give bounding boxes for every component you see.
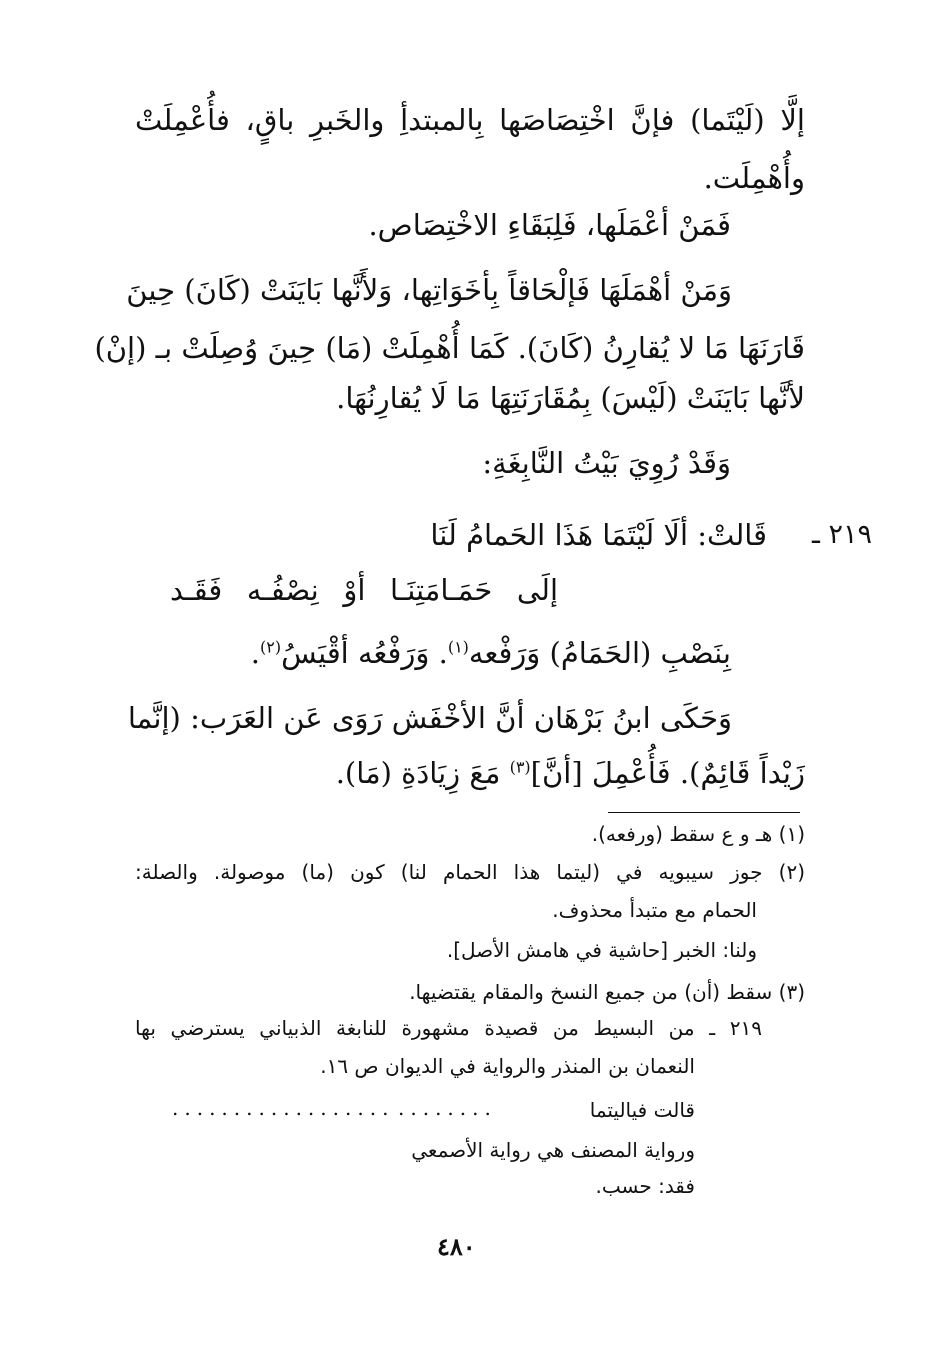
footnote-ref: (٢) bbox=[260, 637, 282, 657]
footnote: (٣) سقط (أن) من جميع النسخ والمقام يقتضيها. bbox=[409, 980, 805, 1004]
footnote: ولنا: الخبر [حاشية في هامش الأصل]. bbox=[446, 938, 757, 962]
body-line: وَحَكَى ابنُ بَرْهَان أنَّ الأخْفَش رَوَى عَن العَرَب: (إنَّما bbox=[127, 701, 732, 735]
verse-line: إلَى حَمَـامَتِنَـا أوْ نِصْفُـه فَقَـد bbox=[170, 573, 558, 607]
verse-number: ٢١٩ ـ bbox=[811, 519, 872, 550]
page-number: ٤٨٠ bbox=[437, 1232, 476, 1261]
body-line: قَارَنَهَا مَا لا يُقارِنُ (كَانَ). كَمَا أُهْمِلَتْ (مَا) حِينَ وُصِلَتْ بـ (إنْ) bbox=[94, 331, 805, 365]
footnote: (٢) جوز سيبويه في (ليتما هذا الحمام لنا) كون (ما) موصولة. والصلة: bbox=[135, 860, 805, 884]
body-line: وَقَدْ رُوِيَ بَيْتُ النَّابِغَةِ: bbox=[482, 446, 731, 480]
verse-line: قَالتْ: ألَا لَيْتَمَا هَذَا الحَمامُ لَنَا bbox=[430, 518, 767, 552]
footnote-dots: ........ bbox=[398, 1096, 497, 1120]
footnote: ورواية المصنف هي رواية الأصمعي bbox=[411, 1138, 695, 1162]
body-text: . وَرَفْعُه أقْيَسُ bbox=[281, 636, 448, 670]
body-line bbox=[336, 753, 805, 793]
footnote: قالت فياليتما bbox=[589, 1098, 695, 1122]
body-line: لأنَّها بَايَنَتْ (لَيْسَ) بِمُقَارَنَتِهَا مَا لَا يُقارِنُهَا. bbox=[336, 381, 805, 415]
footnote: ٢١٩ ـ من البسيط من قصيدة مشهورة للنابغة الذبياني يسترضي بها bbox=[135, 1016, 762, 1040]
body-line: وَمَنْ أهْمَلَهَا فَإلْحَاقاً بِأخَوَاتِها، وَلأَنَّها بَايَنَتْ (كَانَ) حِينَ bbox=[126, 273, 732, 307]
footnote: فقد: حسب. bbox=[595, 1174, 695, 1198]
body-line: وأُهْمِلَت. bbox=[703, 161, 805, 195]
footnote-ref: (١) bbox=[447, 637, 469, 657]
footnote: النعمان بن المنذر والرواية في الديوان ص ١٦. bbox=[320, 1054, 695, 1078]
body-line: فَمَنْ أعْمَلَها، فَلِبَقَاءِ الاخْتِصَاص. bbox=[368, 208, 731, 242]
footnote-dots: .................. bbox=[172, 1096, 395, 1120]
body-line: إلَّا (لَيْتَما) فإنَّ اخْتِصَاصَها بِالمبتدأِ والخَبرِ باقٍ، فأُعْمِلَتْ bbox=[135, 103, 805, 137]
footnote-ref: (٣) bbox=[509, 757, 531, 777]
footnote: الحمام مع متبدأ محذوف. bbox=[552, 898, 757, 922]
body-text: . bbox=[250, 636, 260, 670]
footnote-separator bbox=[608, 812, 800, 813]
body-line bbox=[251, 633, 731, 673]
body-text: مَعَ زِيَادَةِ (مَا). bbox=[335, 756, 510, 790]
body-text: بِنَصْبِ (الحَمَامُ) وَرَفْعه bbox=[468, 636, 731, 670]
footnote: (١) هـ و ع سقط (ورفعه). bbox=[591, 822, 805, 846]
body-text: زَيْداً قَائِمٌ). فَأُعْمِلَ [أنَّ] bbox=[530, 756, 805, 790]
